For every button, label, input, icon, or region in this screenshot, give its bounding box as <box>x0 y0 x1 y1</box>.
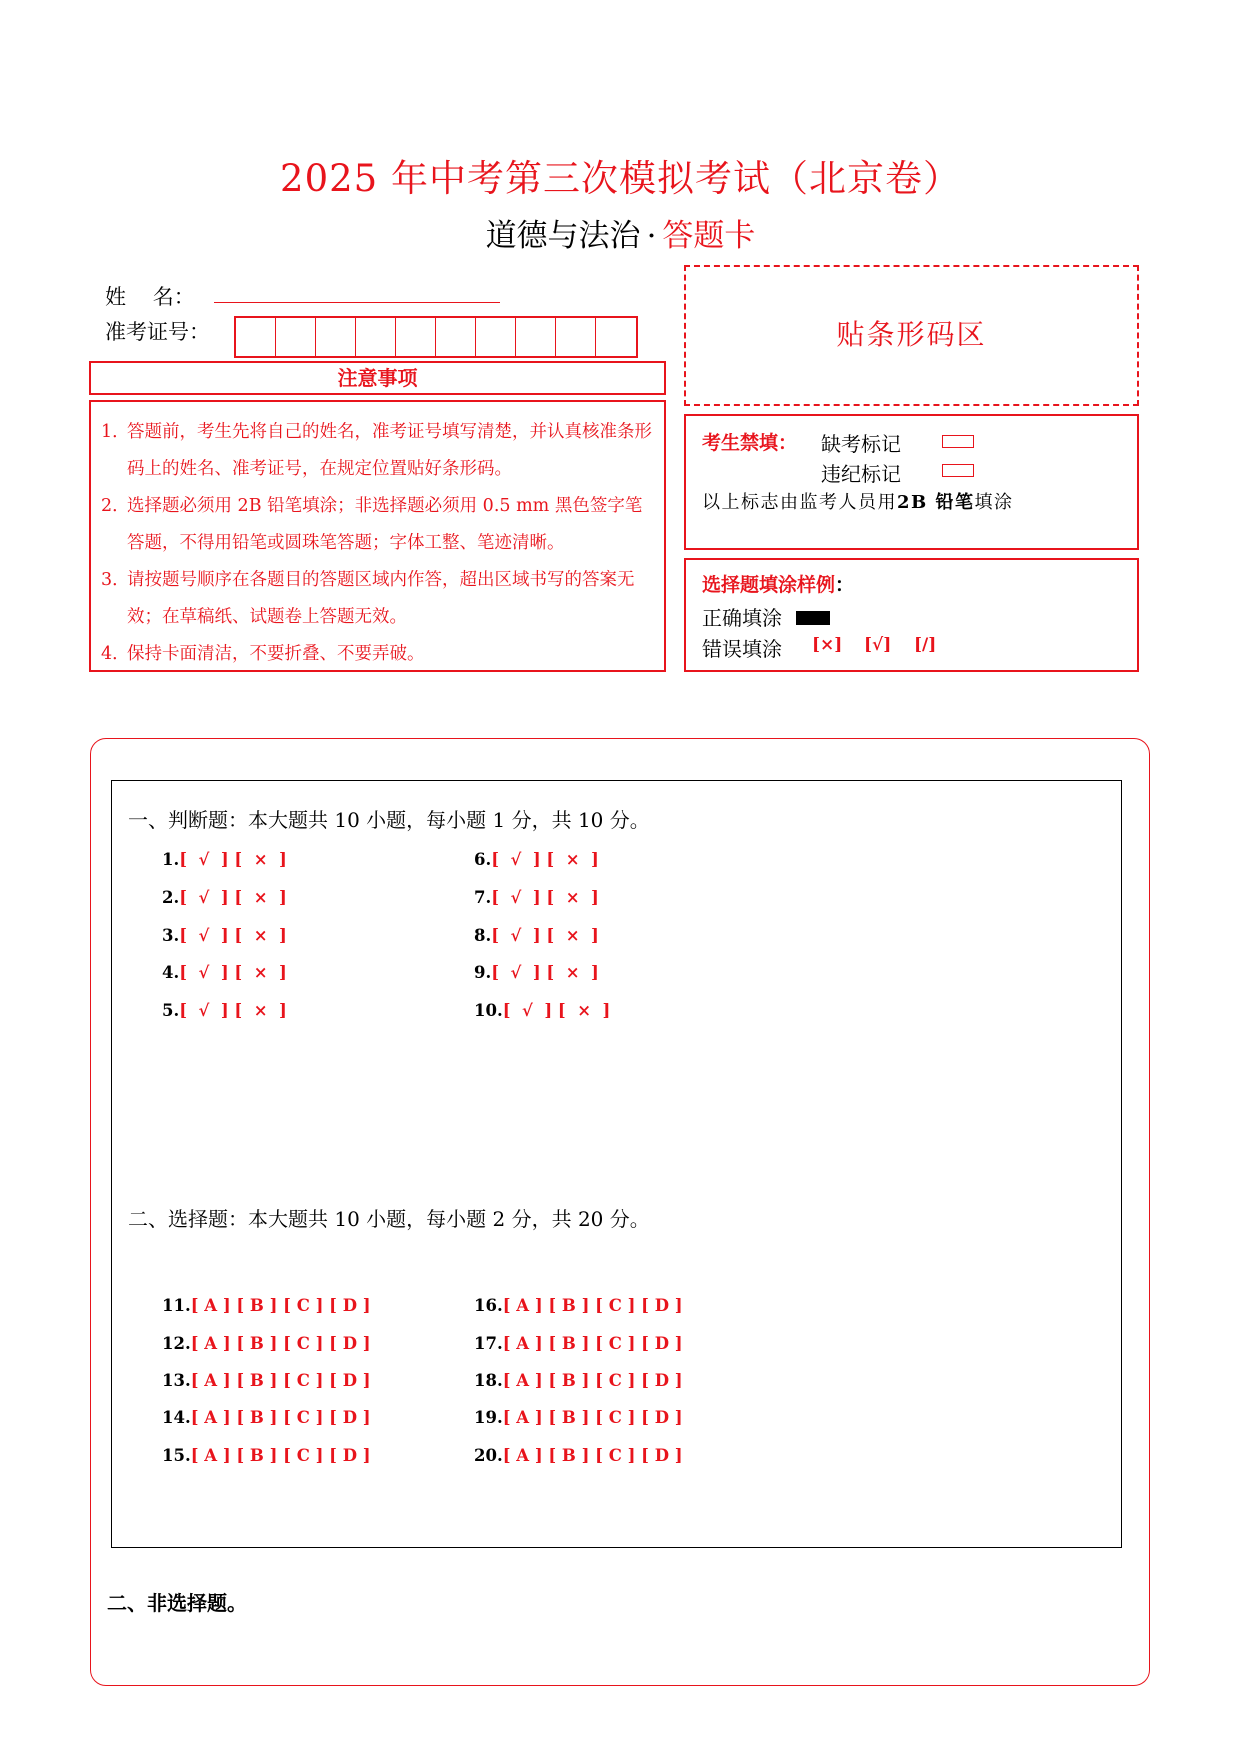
judge-question[interactable]: 3.[ √ ] [ × ] <box>162 926 287 945</box>
id-digit-box[interactable] <box>596 318 636 356</box>
choice-question[interactable]: 17.[ A ] [ B ] [ C ] [ D ] <box>474 1334 683 1353</box>
id-digit-box[interactable] <box>436 318 476 356</box>
id-digit-box[interactable] <box>556 318 596 356</box>
id-label: 准考证号： <box>105 320 210 344</box>
name-field[interactable] <box>214 301 500 303</box>
choice-question[interactable]: 14.[ A ] [ B ] [ C ] [ D ] <box>162 1408 371 1427</box>
nonchoice-section-heading: 二、非选择题。 <box>107 1591 247 1615</box>
choice-question[interactable]: 13.[ A ] [ B ] [ C ] [ D ] <box>162 1371 371 1390</box>
notice-item <box>101 488 658 562</box>
violation-mark-box[interactable] <box>942 464 974 477</box>
judge-question[interactable]: 5.[ √ ] [ × ] <box>162 1001 287 1020</box>
exam-id-boxes[interactable] <box>234 316 638 358</box>
notice-list <box>89 400 666 672</box>
notice-number: 2． <box>101 496 130 516</box>
page-subtitle <box>0 210 1241 255</box>
judge-section-heading: 一、判断题：本大题共 10 小题，每小题 1 分，共 10 分。 <box>128 808 650 832</box>
notice-item <box>101 414 658 488</box>
sample-title: 选择题填涂样例： <box>702 574 855 596</box>
notice-number: 1． <box>101 422 130 442</box>
proctor-title: 考生禁填： <box>702 432 798 454</box>
barcode-area[interactable]: 贴条形码区 <box>684 265 1139 406</box>
choice-question[interactable]: 12.[ A ] [ B ] [ C ] [ D ] <box>162 1334 371 1353</box>
judge-question[interactable]: 2.[ √ ] [ × ] <box>162 888 287 907</box>
id-digit-box[interactable] <box>396 318 436 356</box>
title-separator: · <box>646 218 657 254</box>
judge-question[interactable]: 6.[ √ ] [ × ] <box>474 850 599 869</box>
choice-question[interactable]: 15.[ A ] [ B ] [ C ] [ D ] <box>162 1446 371 1465</box>
notice-heading: 注意事项 <box>89 361 666 395</box>
wrong-mark: [×] <box>812 635 843 655</box>
notice-text: 选择题必须用 2B 铅笔填涂；非选择题必须用 0.5 mm 黑色签字笔答题，不得用铅笔或圆珠笔答题；字体工整、笔迹清晰。 <box>127 496 643 553</box>
nonchoice-answer-area[interactable] <box>111 1620 1131 1675</box>
judge-question[interactable]: 7.[ √ ] [ × ] <box>474 888 599 907</box>
choice-question[interactable]: 11.[ A ] [ B ] [ C ] [ D ] <box>162 1296 371 1315</box>
id-digit-box[interactable] <box>236 318 276 356</box>
correct-fill-label: 正确填涂 <box>702 606 782 630</box>
absent-mark-label: 缺考标记 <box>821 432 901 456</box>
judge-question[interactable]: 4.[ √ ] [ × ] <box>162 963 287 982</box>
notice-item <box>101 636 658 673</box>
subject-name: 道德与法治 <box>485 218 641 254</box>
wrong-fill-label: 错误填涂 <box>702 637 782 661</box>
name-label: 姓 名： <box>105 285 195 309</box>
choice-question[interactable]: 16.[ A ] [ B ] [ C ] [ D ] <box>474 1296 683 1315</box>
notice-text: 请按题号顺序在各题目的答题区域内作答，超出区域书写的答案无效；在草稿纸、试题卷上答题无效。 <box>127 570 635 627</box>
judge-question[interactable]: 8.[ √ ] [ × ] <box>474 926 599 945</box>
absent-mark-box[interactable] <box>942 435 974 448</box>
card-label: 答题卡 <box>662 218 756 254</box>
wrong-mark: [/] <box>914 635 937 655</box>
correct-fill-sample <box>796 611 830 625</box>
proctor-note: 以上标志由监考人员用2B 铅笔填涂 <box>702 492 1014 513</box>
notice-text: 答题前，考生先将自己的姓名，准考证号填写清楚，并认真核准条形码上的姓名、准考证号，在规定位置贴好条形码。 <box>127 422 652 479</box>
id-digit-box[interactable] <box>276 318 316 356</box>
id-digit-box[interactable] <box>316 318 356 356</box>
notice-text: 保持卡面清洁，不要折叠、不要弄破。 <box>127 644 425 664</box>
judge-question[interactable]: 9.[ √ ] [ × ] <box>474 963 599 982</box>
judge-question[interactable]: 1.[ √ ] [ × ] <box>162 850 287 869</box>
id-digit-box[interactable] <box>356 318 396 356</box>
choice-question[interactable]: 20.[ A ] [ B ] [ C ] [ D ] <box>474 1446 683 1465</box>
violation-mark-label: 违纪标记 <box>821 462 901 486</box>
notice-item <box>101 562 658 636</box>
page-title: 2025 年中考第三次模拟考试（北京卷） <box>280 157 961 200</box>
id-digit-box[interactable] <box>516 318 556 356</box>
choice-section-heading: 二、选择题：本大题共 10 小题，每小题 2 分，共 20 分。 <box>128 1207 650 1231</box>
judge-question[interactable]: 10.[ √ ] [ × ] <box>474 1001 611 1020</box>
wrong-mark: [√] <box>864 635 892 655</box>
id-digit-box[interactable] <box>476 318 516 356</box>
fill-sample-box <box>684 558 1139 672</box>
notice-number: 3． <box>101 570 130 590</box>
choice-question[interactable]: 19.[ A ] [ B ] [ C ] [ D ] <box>474 1408 683 1427</box>
choice-question[interactable]: 18.[ A ] [ B ] [ C ] [ D ] <box>474 1371 683 1390</box>
notice-number: 4． <box>101 644 130 664</box>
proctor-only-box <box>684 414 1139 550</box>
